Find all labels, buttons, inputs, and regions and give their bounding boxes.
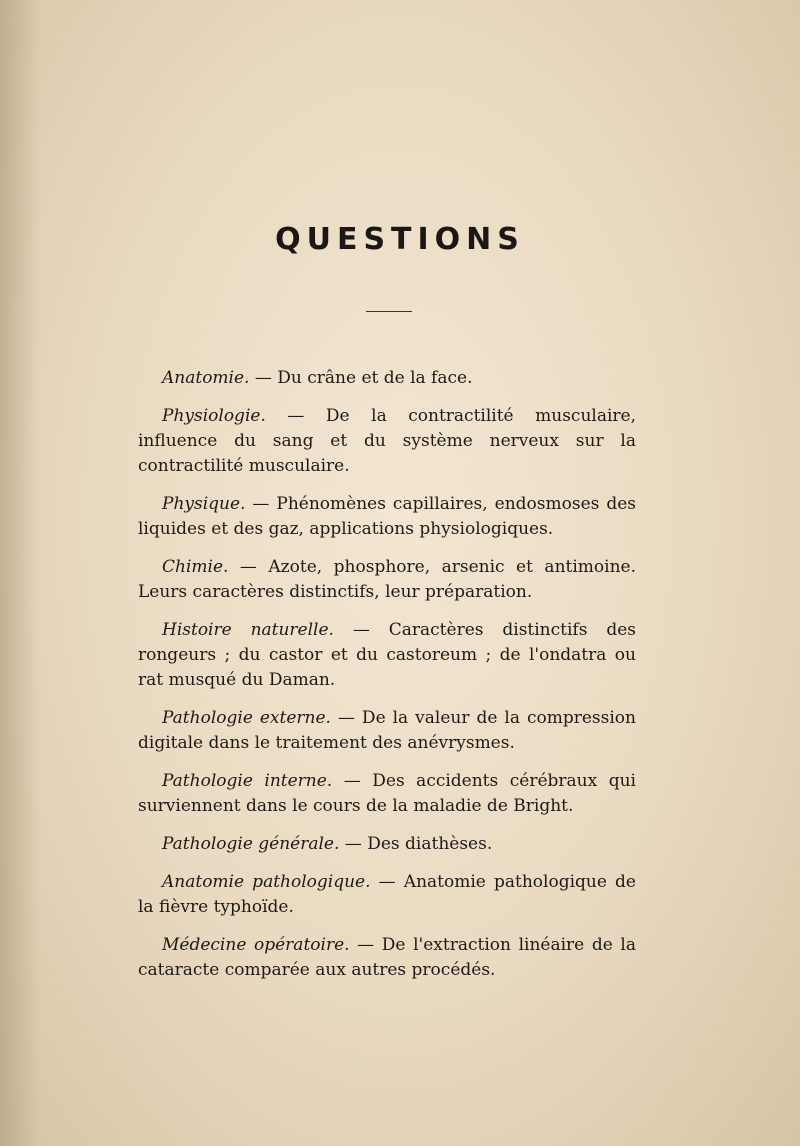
question-text: — Des diathèses. — [339, 834, 493, 854]
question-entry — [138, 618, 636, 693]
question-subject: Physique. — [162, 494, 246, 514]
question-text: — Anatomie pathologique de la fièvre typhoïde. — [138, 872, 636, 917]
question-text: — Du crâne et de la face. — [249, 368, 473, 388]
question-entry — [138, 769, 636, 819]
question-subject: Anatomie pathologique. — [162, 872, 371, 892]
question-subject: Histoire naturelle. — [162, 620, 334, 640]
questions-list — [138, 366, 636, 996]
question-text: — Azote, phosphore, arsenic et antimoine. Leurs caractères distinctifs, leur préparation. — [138, 557, 636, 602]
question-entry — [138, 492, 636, 542]
question-entry — [138, 832, 636, 857]
question-text: — Des accidents cérébraux qui surviennent dans le cours de la maladie de Bright. — [138, 771, 636, 816]
question-text: — Caractères distinctifs des rongeurs ; du castor et du castoreum ; de l'ondatra ou rat musqué du Daman. — [138, 620, 636, 690]
question-entry — [138, 870, 636, 920]
question-subject: Physiologie. — [162, 406, 266, 426]
question-entry — [138, 366, 636, 391]
question-entry — [138, 933, 636, 983]
question-subject: Pathologie générale. — [162, 834, 340, 854]
question-subject: Médecine opératoire. — [162, 935, 350, 955]
question-text: — De la contractilité musculaire, influence du sang et du système nerveux sur la contractilité musculaire. — [138, 406, 636, 476]
question-subject: Pathologie externe. — [162, 708, 331, 728]
question-entry — [138, 706, 636, 756]
page-heading: QUESTIONS — [275, 222, 525, 257]
heading-divider — [366, 311, 412, 312]
question-entry — [138, 555, 636, 605]
question-subject: Anatomie. — [162, 368, 250, 388]
question-text: — Phénomènes capillaires, endosmoses des liquides et des gaz, applications physiologiques. — [138, 494, 636, 539]
question-text: — De la valeur de la compression digitale dans le traitement des anévrysmes. — [138, 708, 636, 753]
question-entry — [138, 404, 636, 479]
question-text: — De l'extraction linéaire de la cataracte comparée aux autres procédés. — [138, 935, 636, 980]
question-subject: Chimie. — [162, 557, 229, 577]
question-subject: Pathologie interne. — [162, 771, 333, 791]
